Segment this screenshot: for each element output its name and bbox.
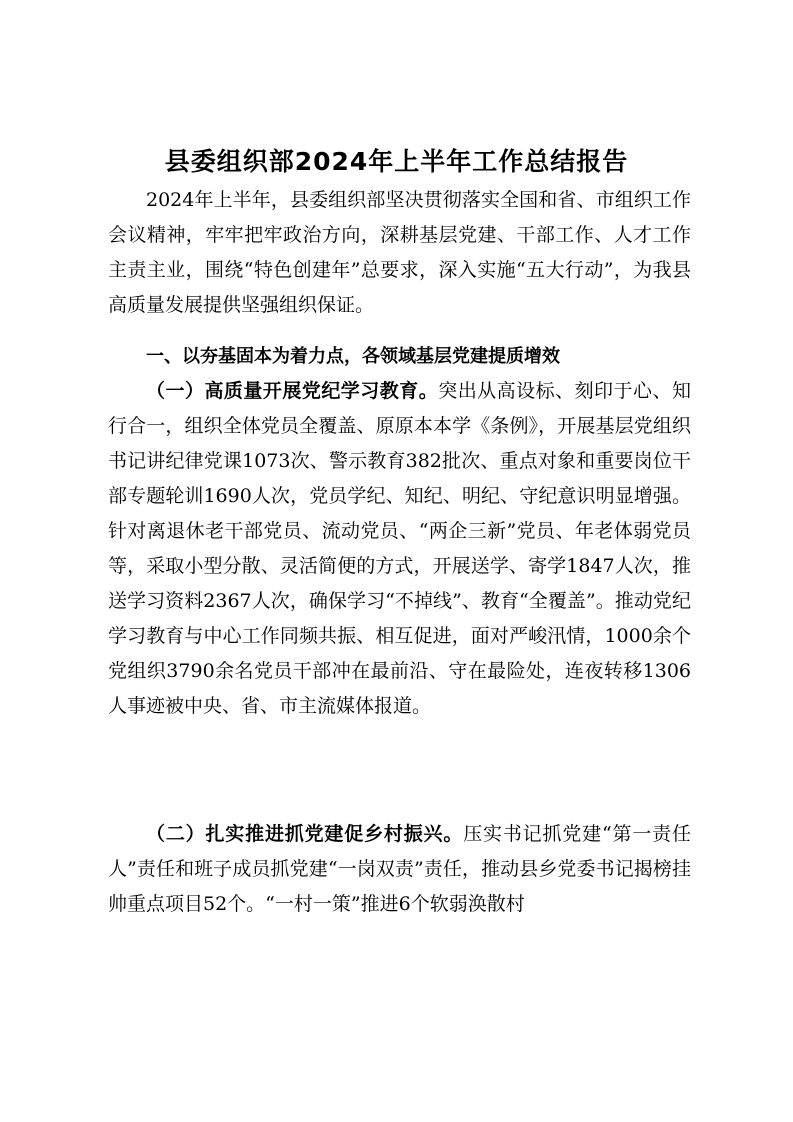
- intro-text: 2024年上半年，县委组织部坚决贯彻落实全国和省、市组织工作会议精神，牢牢把牢政治方向，深耕基层党建、干部工作、人才工作主责主业，围绕“特色创建年”总要求，深入实施“五大行动”，为我县高质量发展提供坚强组织保证。: [108, 189, 691, 316]
- section-item-1: [108, 374, 691, 724]
- item-2-paragraph: [108, 817, 691, 922]
- intro-paragraph: [108, 183, 691, 323]
- document-title: 县委组织部2024年上半年工作总结报告: [164, 147, 629, 176]
- item-1-text: 突出从高设标、刻印于心、知行合一，组织全体党员全覆盖、原原本本学《条例》，开展基层党组织书记讲纪律党课1073次、警示教育382批次、重点对象和重要岗位干部专题轮训1690人次，党员学纪、知纪、明纪、守纪意识明显增强。针对离退休老干部党员、流动党员、“两企三新”党员、年老体弱党员等，采取小型分散、灵活简便的方式，开展送学、寄学1847人次，推送学习资料2367人次，确保学习“不掉线”、教育“全覆盖”。推动党纪学习教育与中心工作同频共振、相互促进，面对严峻汛情，1000余个党组织3790余名党员干部冲在最前沿、守在最险处，连夜转移1306人事迹被中央、省、市主流媒体报道。: [108, 380, 691, 717]
- section-heading: 一、以夯基固本为着力点，各领域基层党建提质增效: [146, 346, 560, 367]
- item-1-subheading: （一）高质量开展党纪学习教育。: [146, 380, 439, 402]
- section-item-2: [108, 817, 691, 922]
- item-2-text: 压实书记抓党建“第一责任人”责任和班子成员抓党建“一岗双责”责任，推动县乡党委书记揭榜挂帅重点项目52个。“一村一策”推进6个软弱涣散村: [108, 823, 691, 915]
- item-1-paragraph: [108, 374, 691, 724]
- item-2-subheading: （二）扎实推进抓党建促乡村振兴。: [146, 823, 464, 845]
